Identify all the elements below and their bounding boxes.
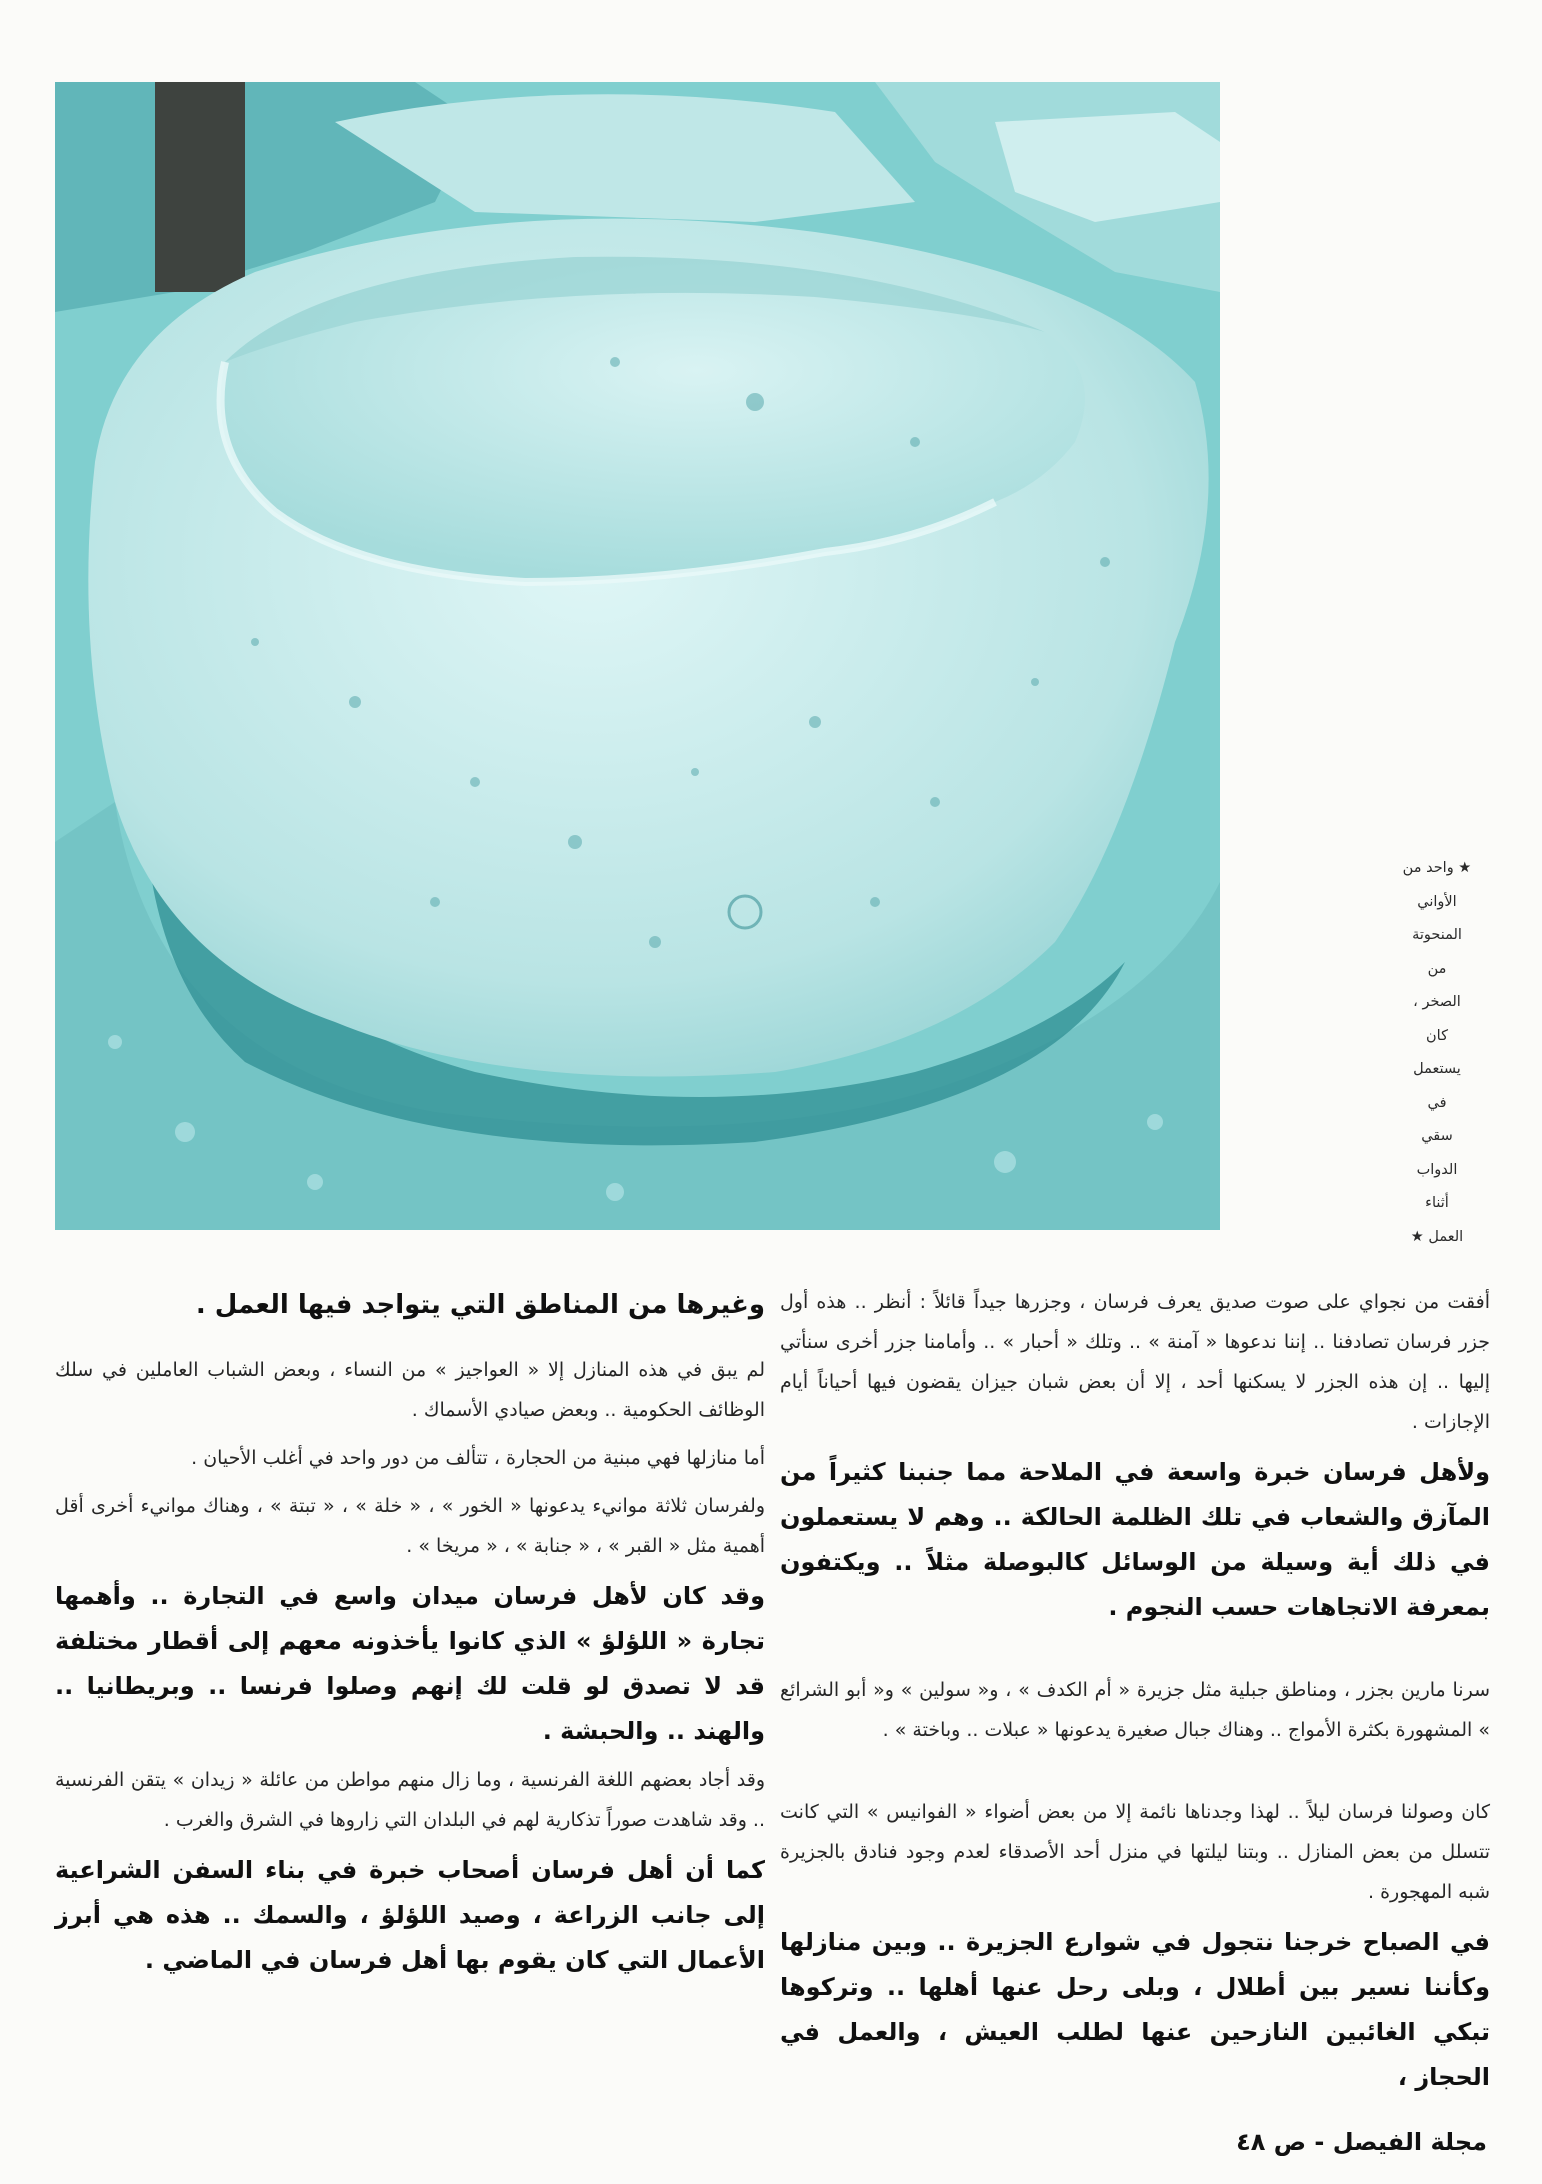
paragraph-emphasis: كما أن أهل فرسان أصحاب خبرة في بناء السفن الشراعية إلى جانب الزراعة ، وصيد اللؤلؤ ، والسمك .. هذه هي أبرز الأعمال التي كان يقوم بها أهل فرسان في الماضي . [55,1856,765,1974]
paragraph-emphasis: في الصباح خرجنا نتجول في شوارع الجزيرة .. وبين منازلها وكأننا نسير بين أطلال ، وبلى رحل عنها أهلها .. وتركوها تبكي الغائبين النازحين عنها لطلب العيش ، والعمل في الحجاز ، [780,1928,1490,2091]
caption-line: الدواب [1416,1161,1458,1178]
caption-line: العمل ★ [1410,1228,1464,1245]
caption-line: المنحوتة [1412,927,1462,943]
stone-basin-photo [55,82,1220,1230]
caption-line: ★ واحد من [1402,860,1472,876]
paragraph-emphasis: ولأهل فرسان خبرة واسعة في الملاحة مما جنبنا كثيراً من المآزق والشعاب في تلك الظلمة الحالكة .. وهم لا يستعملون في ذلك أية وسيلة من الوسائل كالبوصلة مثلاً .. ويكتفون بمعرفة الاتجاهات حسب النجوم . [780,1458,1490,1621]
stone-basin-icon [55,82,1220,1230]
caption-line: سقي [1421,1128,1453,1144]
paragraph: لم يبق في هذه المنازل إلا « العواجيز » من النساء ، وبعض الشباب العاملين في سلك الوظائف الحكومية .. وبعض صيادي الأسماك . [55,1359,765,1421]
article-column-right [780,1282,1490,2106]
caption-line: الأواني [1417,893,1457,910]
caption-line: يستعمل [1413,1061,1461,1077]
caption-line: الصخر ، [1413,994,1461,1010]
paragraph: أفقت من نجواي على صوت صديق يعرف فرسان ، وجزرها جيداً قائلاً : أنظر .. هذه أول جزر فرسان تصادفنا .. إننا ندعوها « آمنة » .. وتلك « أحبار » .. وأمامنا جزر أخرى سنأتي إليها .. إن هذه الجزر لا يسكنها أحد ، إلا أن بعض شبان جيزان يقضون فيها أحياناً أيام الإجازات . [780,1291,1490,1433]
caption-line: في [1427,1094,1447,1111]
paragraph: وقد أجاد بعضهم اللغة الفرنسية ، وما زال منهم مواطن من عائلة « زيدان » يتقن الفرنسية .. وقد شاهدت صوراً تذكارية لهم في البلدان التي زاروها في الشرق والغرب . [55,1769,765,1831]
paragraph: أما منازلها فهي مبنية من الحجارة ، تتألف من دور واحد في أغلب الأحيان . [191,1447,765,1469]
caption-line: أثناء [1425,1195,1449,1211]
paragraph: ولفرسان ثلاثة موانيء يدعونها « الخور » ، « خلة » ، « تبتة » ، وهناك موانيء أخرى أقل أهمية مثل « القبر » ، « جنابة » ، « مريخا » . [55,1495,765,1557]
page-footer: مجلة الفيصل - ص ٤٨ [1236,2128,1487,2156]
column-continuation-heading: وغيرها من المناطق التي يتواجد فيها العمل . [195,1290,765,1320]
caption-line: كان [1426,1027,1448,1044]
paragraph: كان وصولنا فرسان ليلاً .. لهذا وجدناها نائمة إلا من بعض أضواء « الفوانيس » التي كانت تتسلل من بعض المنازل .. وبتنا ليلتها في منزل أحد الأصدقاء لعدم وجود فنادق بالجزيرة شبه المهجورة . [780,1801,1490,1903]
caption-line: من [1427,960,1447,977]
article-column-left [55,1282,765,1989]
photo-caption [1378,852,1496,1254]
paragraph-emphasis: وقد كان لأهل فرسان ميدان واسع في التجارة .. وأهمها تجارة « اللؤلؤ » الذي كانوا يأخذونه معهم إلى أقطار مختلفة قد لا تصدق لو قلت لك إنهم وصلوا فرنسا .. وبريطانيا .. والهند .. والحبشة . [55,1582,765,1745]
paragraph: سرنا مارين بجزر ، ومناطق جبلية مثل جزيرة « أم الكدف » ، و« سولين » و« أبو الشرائع » المشهورة بكثرة الأمواج .. وهناك جبال صغيرة يدعونها « عبلات .. وباختة » . [780,1679,1490,1741]
